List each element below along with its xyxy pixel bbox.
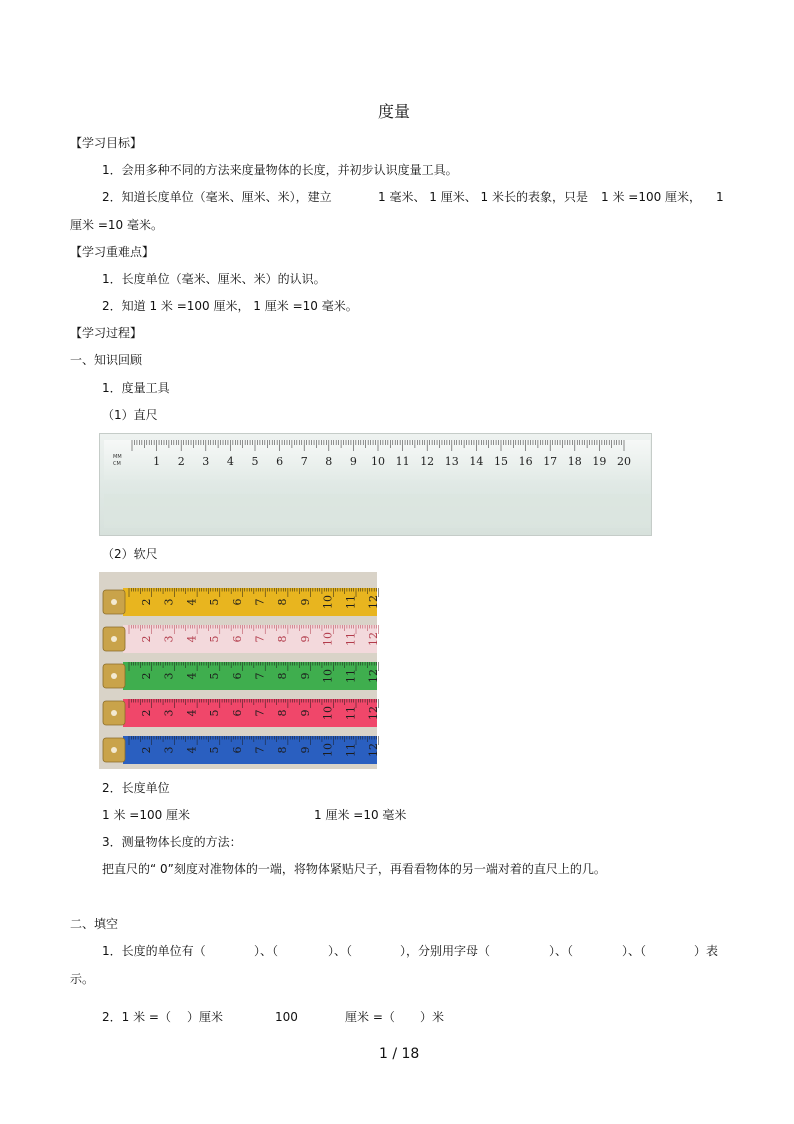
- tape-number: 11: [344, 632, 358, 646]
- tape-number: 2: [140, 635, 153, 643]
- tape-number: 6: [230, 598, 244, 606]
- section-heading-goals: 【学习目标】: [70, 136, 143, 150]
- tape-strip: [103, 662, 380, 690]
- tape-number: 9: [298, 672, 312, 680]
- ruler-shadow: [104, 494, 650, 528]
- ruler-label: （1）直尺: [102, 408, 158, 422]
- tape-number: 12: [367, 669, 380, 683]
- ruler-number: 17: [543, 455, 558, 468]
- ruler-unit-mm: MM: [113, 454, 122, 460]
- tape-number: 8: [276, 598, 290, 606]
- tape-number: 2: [140, 598, 153, 606]
- goal-item-1: 1．会用多种不同的方法来度量物体的长度，并初步认识度量工具。: [102, 163, 458, 177]
- fill-2-part-b: ）厘米: [187, 1010, 224, 1024]
- subheading-measuring-tools: 1．度量工具: [102, 381, 170, 395]
- ruler-number: 9: [349, 455, 357, 468]
- ruler-number: 14: [469, 455, 484, 468]
- tape-number: 9: [298, 746, 312, 754]
- tape-tip-hole: [111, 747, 117, 753]
- tape-measure-drawing: [99, 572, 380, 769]
- fill-1-part-g: ）表: [694, 944, 719, 958]
- tape-number: 11: [344, 595, 358, 609]
- tape-number: 8: [276, 709, 290, 717]
- tape-number: 8: [276, 672, 290, 680]
- fill-1-part-d: ），分别用字母（: [400, 944, 491, 958]
- tape-body: [123, 736, 377, 764]
- tape-number: 12: [367, 595, 380, 609]
- part-one-heading: 一、知识回顾: [70, 353, 143, 367]
- tape-body: [123, 588, 377, 616]
- ruler-number: 6: [276, 455, 284, 468]
- tape-number: 3: [162, 598, 176, 606]
- goal-item-2-part-b: 1 毫米、 1 厘米、 1 米长的表象，只是: [378, 190, 588, 204]
- tape-number: 4: [185, 598, 199, 606]
- tape-number: 9: [298, 709, 312, 717]
- unit-meter-centimeter: 1 米 =100 厘米: [102, 808, 191, 822]
- tape-number: 12: [367, 743, 380, 757]
- tape-body: [123, 699, 377, 727]
- section-heading-process: 【学习过程】: [70, 326, 143, 340]
- fill-1-part-a: 1．长度的单位有（: [102, 944, 206, 958]
- tape-strip: [103, 699, 380, 727]
- ruler-number: 16: [518, 455, 533, 468]
- tape-number: 9: [298, 598, 312, 606]
- ruler-number: 10: [371, 455, 385, 468]
- ruler-number: 3: [202, 455, 210, 468]
- subheading-measuring-method: 3．测量物体长度的方法：: [102, 835, 242, 849]
- fill-1-part-c: ）、（: [328, 944, 353, 958]
- tape-number: 4: [185, 672, 199, 680]
- ruler-number: 15: [494, 455, 508, 468]
- tape-number: 7: [253, 709, 267, 717]
- ruler-unit-cm: CM: [113, 461, 121, 467]
- tape-number: 2: [140, 746, 153, 754]
- tape-number: 6: [230, 746, 244, 754]
- tape-number: 11: [344, 743, 358, 757]
- goal-item-2-part-e: 厘米 =10 毫米。: [70, 218, 163, 232]
- tape-strip: [103, 625, 380, 653]
- goal-item-2-part-d: 1: [716, 190, 724, 204]
- key-point-2: 2．知道 1 米 =100 厘米， 1 厘米 =10 毫米。: [102, 299, 358, 313]
- tape-number: 8: [276, 635, 290, 643]
- tape-body: [123, 625, 377, 653]
- tape-tip-hole: [111, 673, 117, 679]
- tape-number: 7: [253, 672, 267, 680]
- section-heading-key-points: 【学习重难点】: [70, 245, 155, 259]
- tape-number: 9: [298, 635, 312, 643]
- tape-number: 11: [344, 706, 358, 720]
- goal-item-2-part-c: 1 米 =100 厘米，: [601, 190, 702, 204]
- page-title: 度量: [378, 102, 411, 121]
- tape-strip: [103, 736, 380, 764]
- tape-number: 4: [185, 746, 199, 754]
- key-point-1: 1．长度单位（毫米、厘米、米）的认识。: [102, 272, 326, 286]
- tape-number: 7: [253, 746, 267, 754]
- tape-number: 12: [367, 706, 380, 720]
- tape-tip-hole: [111, 636, 117, 642]
- goal-item-2-part-a: 2．知道长度单位（毫米、厘米、米），建立: [102, 190, 332, 204]
- tape-number: 4: [185, 709, 199, 717]
- tape-number: 6: [230, 672, 244, 680]
- fill-2-part-d: 厘米 =（: [345, 1010, 395, 1024]
- fill-2-part-e: ）米: [420, 1010, 445, 1024]
- tape-number: 7: [253, 598, 267, 606]
- tape-number: 10: [321, 669, 335, 683]
- fill-1-part-h: 示。: [70, 972, 95, 986]
- tape-number: 5: [208, 746, 222, 754]
- tape-tip-hole: [111, 599, 117, 605]
- tape-number: 10: [321, 706, 335, 720]
- tape-strip: [103, 588, 380, 616]
- part-two-heading: 二、填空: [70, 917, 119, 931]
- ruler-number: 2: [177, 455, 185, 468]
- tape-number: 6: [230, 709, 244, 717]
- tape-number: 3: [162, 672, 176, 680]
- tape-number: 7: [253, 635, 267, 643]
- tape-measure-image: [99, 572, 380, 769]
- unit-centimeter-millimeter: 1 厘米 =10 毫米: [314, 808, 407, 822]
- ruler-number: 18: [567, 455, 582, 468]
- measuring-method-text: 把直尺的“ 0”刻度对准物体的一端，将物体紧贴尺子，再看看物体的另一端对着的直尺上的几。: [102, 862, 606, 876]
- tape-number: 10: [321, 632, 335, 646]
- tape-number: 10: [321, 595, 335, 609]
- tape-number: 10: [321, 743, 335, 757]
- tape-number: 2: [140, 672, 153, 680]
- ruler-number: 1: [153, 455, 161, 468]
- tape-number: 5: [208, 709, 222, 717]
- ruler-number: 4: [226, 455, 234, 468]
- ruler-number: 12: [420, 455, 435, 468]
- ruler-number: 13: [444, 455, 459, 468]
- tape-number: 2: [140, 709, 153, 717]
- ruler-number: 7: [300, 455, 308, 468]
- tape-number: 6: [230, 635, 244, 643]
- fill-1-part-e: ）、（: [549, 944, 574, 958]
- tape-number: 11: [344, 669, 358, 683]
- tape-number: 3: [162, 746, 176, 754]
- subheading-length-units: 2．长度单位: [102, 781, 170, 795]
- tape-tip-hole: [111, 710, 117, 716]
- ruler-number: 19: [592, 455, 607, 468]
- tape-number: 3: [162, 709, 176, 717]
- tape-number: 5: [208, 598, 222, 606]
- fill-1-part-b: ）、（: [254, 944, 279, 958]
- tape-label: （2）软尺: [102, 547, 158, 561]
- ruler-ticks: [132, 440, 624, 451]
- ruler-number: 8: [325, 455, 333, 468]
- fill-2-part-c: 100: [275, 1010, 298, 1024]
- ruler-number: 5: [251, 455, 259, 468]
- tape-number: 12: [367, 632, 380, 646]
- tape-body: [123, 662, 377, 690]
- ruler-image: [99, 433, 652, 536]
- tape-number: 5: [208, 672, 222, 680]
- ruler-drawing: [100, 434, 653, 537]
- ruler-number: 11: [395, 455, 410, 468]
- tape-number: 3: [162, 635, 176, 643]
- fill-2-part-a: 2．1 米 =（: [102, 1010, 171, 1024]
- tape-number: 4: [185, 635, 199, 643]
- fill-1-part-f: ）、（: [622, 944, 647, 958]
- tape-number: 5: [208, 635, 222, 643]
- ruler-number: 20: [617, 455, 631, 468]
- page-number: 1 / 18: [379, 1046, 420, 1062]
- tape-number: 8: [276, 746, 290, 754]
